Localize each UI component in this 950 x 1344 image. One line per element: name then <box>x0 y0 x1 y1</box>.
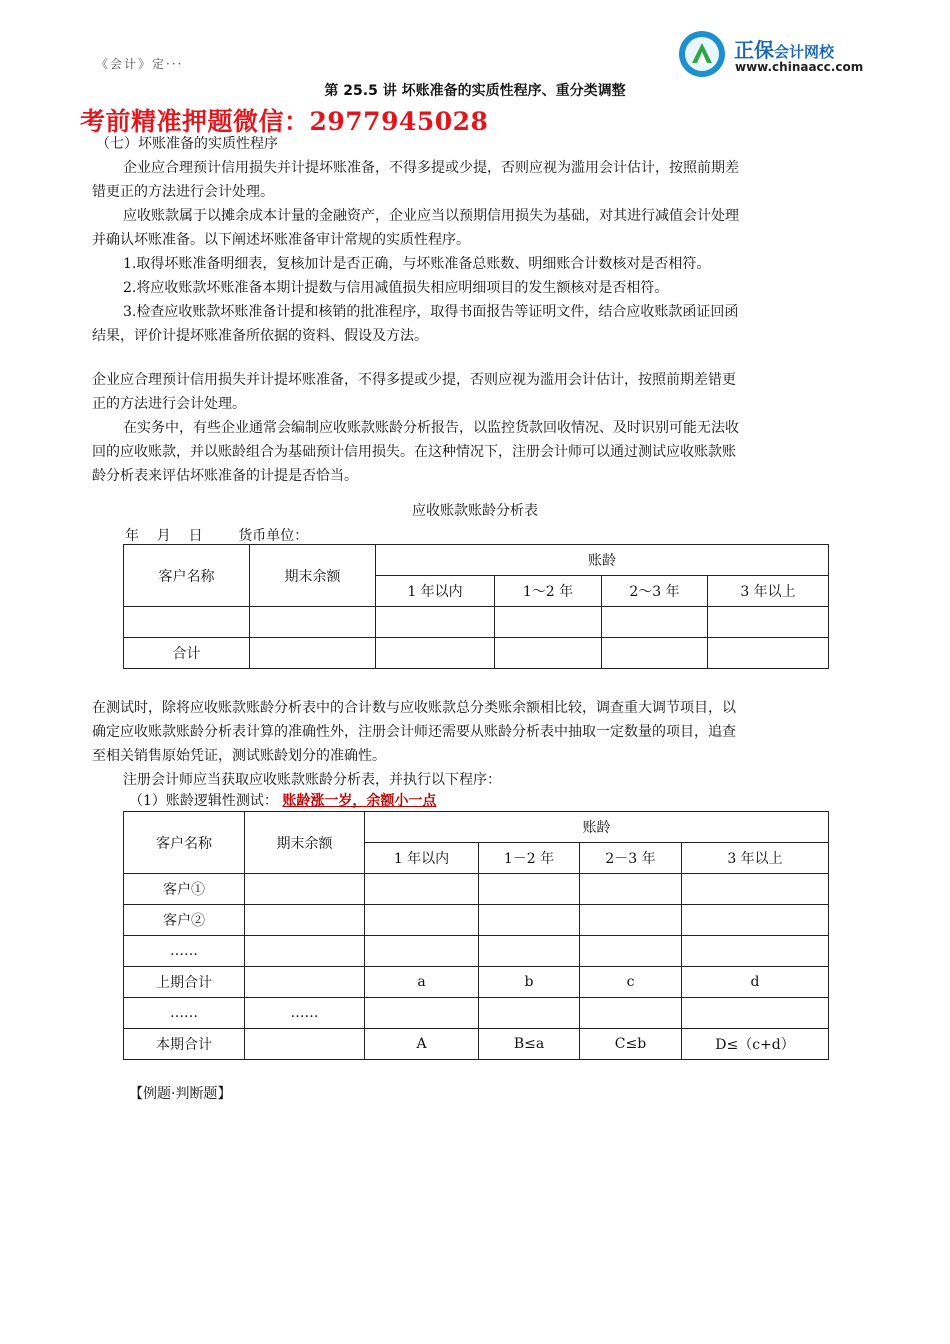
header-age-1: 1 年以内 <box>376 576 495 607</box>
cell-balance <box>245 874 365 905</box>
procedure-item-3-line-1: 3.检查应收账款坏账准备计提和核销的批准程序，取得书面报告等证明文件，结合应收账款函证回函 <box>123 304 739 320</box>
header-faint-text: 《会计》定··· <box>96 57 184 71</box>
logo-brand-small: 会计网校 <box>774 43 835 61</box>
procedure-item-3-line-2: 结果，评价计提坏账准备所依据的资料、假设及方法。 <box>92 328 428 344</box>
header-customer: 客户名称 <box>124 812 245 874</box>
cell-age-1: A <box>365 1029 479 1060</box>
cell-age-3 <box>580 998 682 1029</box>
paragraph-1-line-1: 企业应合理预计信用损失并计提坏账准备，不得多提或少提，否则应视为滥用会计估计，按照前期差 <box>123 160 739 176</box>
header-age: 账龄 <box>376 545 829 576</box>
table-row <box>124 607 829 638</box>
table-1-date-line: 年 月 日 货币单位： <box>125 528 309 544</box>
cell-age-4 <box>682 874 829 905</box>
header-age-3: 2－3 年 <box>580 843 682 874</box>
header-balance: 期末余额 <box>250 545 376 607</box>
paragraph-2-line-1: 应收账款属于以摊余成本计量的金融资产，企业应当以预期信用损失为基础，对其进行减值会计处理 <box>123 208 739 224</box>
aging-logic-table <box>123 811 829 1060</box>
cell-balance <box>245 936 365 967</box>
cell-age-1: a <box>365 967 479 998</box>
procedure-item-1: 1.取得坏账准备明细表，复核加计是否正确，与坏账准备总账数、明细账合计数核对是否相符。 <box>123 256 711 272</box>
paragraph-4-line-3: 龄分析表来评估坏账准备的计提是否恰当。 <box>92 468 358 484</box>
cell-age-4 <box>682 905 829 936</box>
logo-brand-main: 正保 <box>734 38 774 62</box>
logo <box>678 30 878 78</box>
header-customer: 客户名称 <box>124 545 250 607</box>
paragraph-2-line-2: 并确认坏账准备。以下阐述坏账准备审计常规的实质性程序。 <box>92 232 470 248</box>
table-1-title: 应收账款账龄分析表 <box>412 503 538 519</box>
cell-age-4: D≤（c+d） <box>682 1029 829 1060</box>
header-age: 账龄 <box>365 812 829 843</box>
example-heading: 【例题·判断题】 <box>129 1086 232 1102</box>
cell-age-3 <box>580 874 682 905</box>
cell-customer: 客户② <box>124 905 245 936</box>
page-title: 第 25.5 讲 坏账准备的实质性程序、重分类调整 <box>324 83 626 99</box>
logo-url: www.chinaacc.com <box>735 60 864 74</box>
table-row <box>124 905 829 936</box>
cell-age-2 <box>479 905 580 936</box>
cell-age-2 <box>479 874 580 905</box>
header-age-4: 3 年以上 <box>708 576 829 607</box>
table-row <box>124 1029 829 1060</box>
cell-age-3: C≤b <box>580 1029 682 1060</box>
cell-balance: …… <box>245 998 365 1029</box>
test-line <box>129 789 436 813</box>
section-heading: （七）坏账准备的实质性程序 <box>96 136 278 152</box>
paragraph-6: 注册会计师应当获取应收账款账龄分析表，并执行以下程序： <box>123 772 501 788</box>
paragraph-5-line-2: 确定应收账款账龄分析表计算的准确性外，注册会计师还需要从账龄分析表中抽取一定数量的项目，追查 <box>92 724 736 740</box>
cell-age-4 <box>682 998 829 1029</box>
paragraph-5-line-3: 至相关销售原始凭证，测试账龄划分的准确性。 <box>92 748 386 764</box>
cell-age-1 <box>365 998 479 1029</box>
header-age-1: 1 年以内 <box>365 843 479 874</box>
paragraph-1-line-2: 错更正的方法进行会计处理。 <box>92 184 274 200</box>
cell-customer: 客户① <box>124 874 245 905</box>
table-row <box>124 874 829 905</box>
header-age-3: 2～3 年 <box>602 576 708 607</box>
total-label: 合计 <box>124 638 250 669</box>
table-row <box>124 936 829 967</box>
test-label: （1）账龄逻辑性测试： <box>129 793 278 809</box>
cell-age-4 <box>682 936 829 967</box>
cell-balance <box>245 1029 365 1060</box>
header-age-2: 1～2 年 <box>495 576 602 607</box>
header-age-4: 3 年以上 <box>682 843 829 874</box>
cell-customer: …… <box>124 998 245 1029</box>
paragraph-4-line-1: 在实务中，有些企业通常会编制应收账款账龄分析报告，以监控货款回收情况、及时识别可能无法收 <box>123 420 739 436</box>
cell-age-3: c <box>580 967 682 998</box>
logo-brand <box>734 34 834 63</box>
procedure-item-2: 2.将应收账款坏账准备本期计提数与信用减值损失相应明细项目的发生额核对是否相符。 <box>123 280 669 296</box>
cell-age-1 <box>365 874 479 905</box>
paragraph-4-line-2: 回的应收账款，并以账龄组合为基础预计信用损失。在这种情况下，注册会计师可以通过测试应收账款账 <box>92 444 736 460</box>
cell-customer: 本期合计 <box>124 1029 245 1060</box>
logo-mark-icon <box>678 30 726 78</box>
header-age-2: 1－2 年 <box>479 843 580 874</box>
cell-age-4: d <box>682 967 829 998</box>
cell-age-2: B≤a <box>479 1029 580 1060</box>
test-note: 账龄涨一岁，余额小一点 <box>282 793 437 809</box>
cell-balance <box>245 967 365 998</box>
cell-customer: 上期合计 <box>124 967 245 998</box>
table-row-total <box>124 638 829 669</box>
cell-age-3 <box>580 936 682 967</box>
paragraph-5-line-1: 在测试时，除将应收账款账龄分析表中的合计数与应收账款总分类账余额相比较，调查重大调节项目，以 <box>92 700 736 716</box>
cell-age-1 <box>365 936 479 967</box>
header-balance: 期末余额 <box>245 812 365 874</box>
table-row <box>124 967 829 998</box>
aging-table-blank <box>123 544 829 669</box>
cell-balance <box>245 905 365 936</box>
cell-customer: …… <box>124 936 245 967</box>
cell-age-3 <box>580 905 682 936</box>
paragraph-3-line-2: 正的方法进行会计处理。 <box>92 396 246 412</box>
cell-age-2 <box>479 936 580 967</box>
promo-banner: 考前精准押题微信：2977945028 <box>80 107 489 136</box>
cell-age-2: b <box>479 967 580 998</box>
table-row <box>124 998 829 1029</box>
cell-age-2 <box>479 998 580 1029</box>
paragraph-3-line-1: 企业应合理预计信用损失并计提坏账准备，不得多提或少提，否则应视为滥用会计估计，按照前期差错更 <box>92 372 736 388</box>
cell-age-1 <box>365 905 479 936</box>
